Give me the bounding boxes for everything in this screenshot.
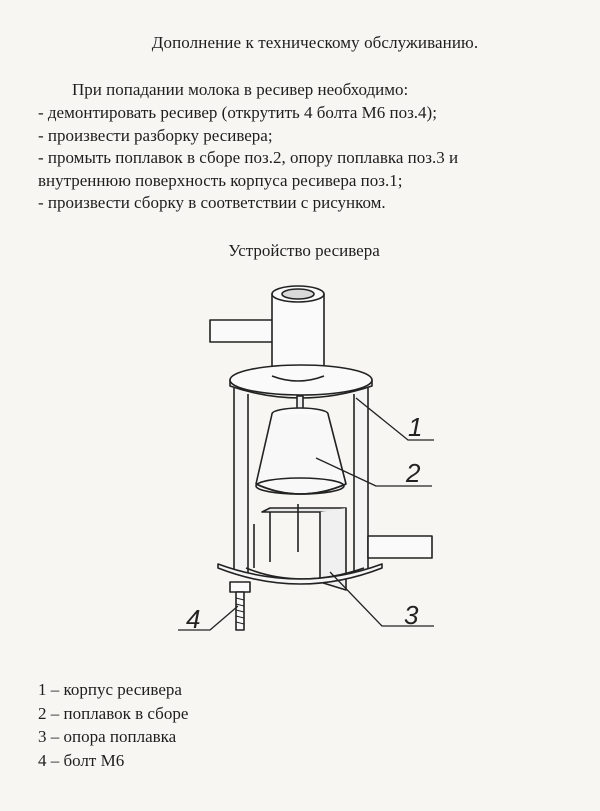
step-item: - демонтировать ресивер (открутить 4 болта М6 поз.4); (38, 103, 437, 122)
side-pipe-right (368, 536, 432, 558)
intro-paragraph: При попадании молока в ресивер необходимо: (72, 80, 409, 99)
step-item: - промыть поплавок в сборе поз.2, опору поплавка поз.3 и (38, 148, 459, 167)
legend-item: 3 – опора поплавка (38, 727, 177, 746)
callout-2: 2 (406, 458, 421, 488)
lid-disk (230, 365, 372, 398)
step-item: - произвести разборку ресивера; (38, 125, 273, 145)
callout-1: 1 (408, 412, 423, 442)
callout-3: 3 (404, 600, 419, 630)
legend-item: 2 – поплавок в сборе (38, 703, 189, 723)
parts-legend (38, 678, 188, 772)
side-pipe-left (210, 320, 276, 342)
figure-caption: Устройство ресивера (228, 241, 380, 260)
receiver-drawing (150, 272, 450, 672)
legend-item: 1 – корпус ресивера (38, 680, 182, 699)
document-title: Дополнение к техническому обслуживанию. (151, 33, 479, 52)
maintenance-steps (38, 102, 578, 215)
step-item: внутреннюю поверхность корпуса ресивера поз.1; (38, 170, 403, 190)
step-item: - произвести сборку в соответствии с рисунком. (38, 193, 386, 212)
legend-item: 4 – болт М6 (38, 750, 125, 770)
float-cone (256, 408, 346, 494)
callout-4: 4 (186, 604, 201, 634)
bolt-m6 (230, 582, 250, 630)
